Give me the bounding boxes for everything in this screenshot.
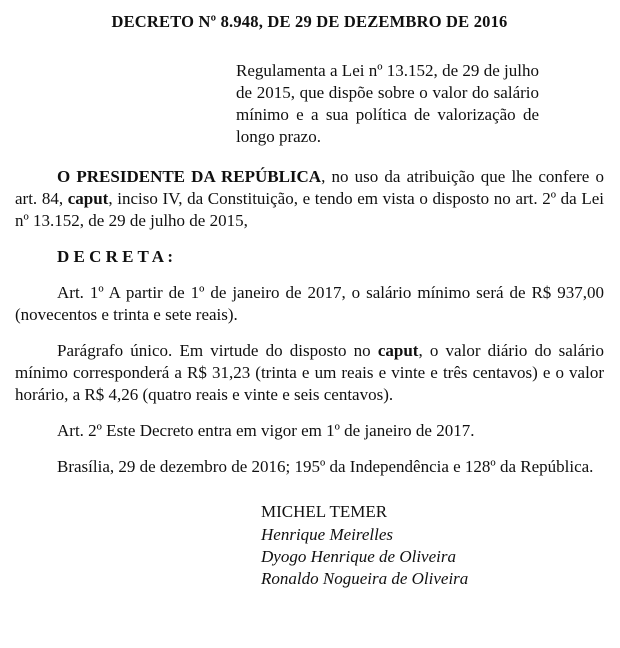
signature-minister: Ronaldo Nogueira de Oliveira	[261, 569, 469, 588]
signature-block	[261, 501, 604, 590]
signature-minister: Henrique Meirelles	[261, 525, 394, 544]
preamble-paragraph	[15, 166, 604, 232]
signature-minister: Dyogo Henrique de Oliveira	[261, 547, 456, 566]
decree-title: DECRETO Nº 8.948, DE 29 DE DEZEMBRO DE 2016	[111, 12, 508, 31]
preamble-text-2: , inciso IV, da Constituição, e tendo em vista o disposto no art. 2º da Lei nº 13.152, de 29 de julho de 2015,	[15, 189, 605, 230]
sole-paragraph-text-2: , o valor diário do salário mínimo corresponderá a R$ 31,23 (trinta e um reais e vinte e três centavos) e o valor horário, a R$ 4,26 (quatro reais e vinte e seis centavos).	[15, 341, 604, 404]
closing-dateline-paragraph: Brasília, 29 de dezembro de 2016; 195º da Independência e 128º da República.	[57, 457, 594, 476]
sole-paragraph-text-1: Parágrafo único. Em virtude do disposto no	[57, 341, 378, 360]
article-2-paragraph: Art. 2º Este Decreto entra em vigor em 1º de janeiro de 2017.	[57, 421, 475, 440]
sole-paragraph	[15, 340, 604, 406]
sole-paragraph-caput-term: caput	[377, 341, 419, 360]
decreta-heading: D E C R E T A :	[57, 247, 174, 266]
preamble-text-1: , no uso da atribuição que lhe confere o art. 84,	[15, 167, 604, 208]
decree-ementa: Regulamenta a Lei nº 13.152, de 29 de julho de 2015, que dispõe sobre o valor do salário mínimo e a sua política de valorização de longo prazo.	[236, 61, 539, 146]
preamble-caput-term: caput	[67, 189, 109, 208]
preamble-president-name: O PRESIDENTE DA REPÚBLICA	[57, 167, 322, 186]
signature-president: MICHEL TEMER	[261, 502, 388, 521]
article-1-paragraph: Art. 1º A partir de 1º de janeiro de 2017, o salário mínimo será de R$ 937,00 (novecentos e trinta e sete reais).	[15, 283, 604, 324]
